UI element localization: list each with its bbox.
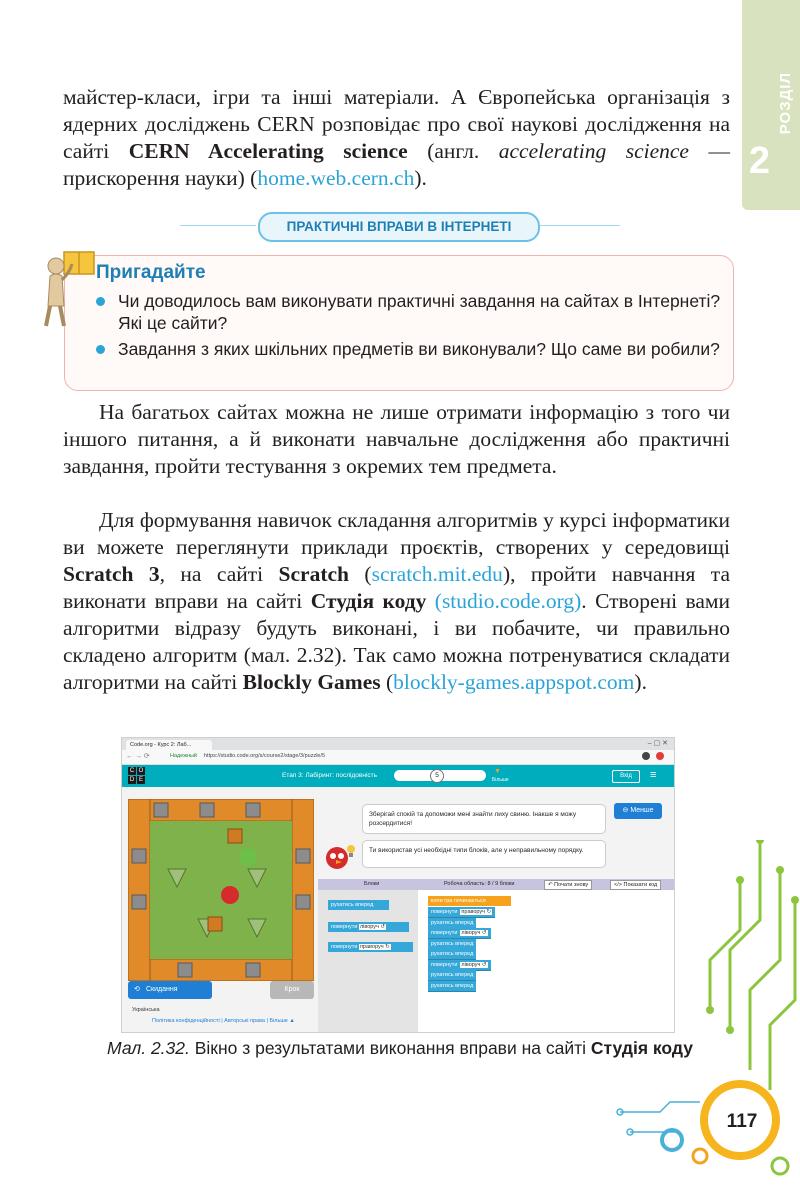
toolbox-block[interactable]: повернути ліворуч ↺: [328, 922, 409, 932]
toolbox-block[interactable]: повернути праворуч ↻: [328, 942, 413, 952]
signin-button[interactable]: Вхід: [612, 770, 640, 783]
instruction-bubble: Зберігай спокій та допоможи мені знайти лиху свиню. Інакше я можу розсердитися!: [362, 804, 606, 834]
caption-label: Мал. 2.32.: [107, 1038, 190, 1058]
direction-dropdown[interactable]: ліворуч ↺: [461, 930, 487, 936]
caption-text: Вікно з результатами виконання вправи на сайті: [189, 1038, 591, 1058]
show-code-button[interactable]: </> Показати код: [610, 880, 661, 890]
paragraph-3: [63, 507, 730, 696]
remember-item-text: Чи доводилось вам виконувати практичні завдання на сайтах в Інтернеті? Які це сайти?: [118, 291, 721, 333]
blocks-header: Блоки: [364, 881, 380, 887]
bold-term: CERN Accelerating science: [128, 139, 408, 163]
text: , на сайті: [159, 562, 279, 586]
bold-term: Scratch: [278, 562, 349, 586]
less-button[interactable]: ⊖ Менше: [614, 803, 662, 819]
text: . Створені вами алгоритми відразу будуть виконані, і ви побачите, чи правильно складено алгоритм (мал. 2.32). Так само можна потренуватися складати алгоритми на сайті: [63, 589, 730, 694]
text: (англ.: [407, 139, 499, 163]
link-scratch[interactable]: scratch.mit.edu: [371, 562, 503, 586]
pig-icon: [239, 848, 257, 866]
toolbox: [318, 890, 418, 1032]
language-select[interactable]: Українська: [132, 1007, 160, 1013]
text: (: [349, 562, 372, 586]
stage-title: Етап 3: Лабіринт: послідовність: [282, 772, 378, 779]
workspace-block[interactable]: рухатись вперед: [428, 981, 476, 992]
footer-links[interactable]: Політика конфіденційності | Авторські права | Більше ▲: [152, 1018, 295, 1024]
workspace-block[interactable]: повернути ліворуч ↺: [428, 960, 491, 971]
start-block[interactable]: коли гра починається: [428, 896, 511, 906]
maze-grid: [128, 799, 314, 981]
remember-title: Пригадайте: [96, 262, 206, 283]
text: (: [380, 670, 394, 694]
screenshot-figure: [121, 737, 675, 1033]
menu-icon[interactable]: ≡: [650, 769, 657, 781]
app-header: [122, 765, 674, 787]
remember-item: [96, 290, 724, 334]
bold-term: Scratch 3: [63, 562, 160, 586]
reset-icon: ⟲: [134, 986, 140, 993]
circuit-decoration-icon: [600, 840, 800, 1186]
text: ).: [414, 166, 427, 190]
maze-canvas: [128, 799, 314, 981]
bullet-icon: [96, 297, 105, 306]
heading-rule-left: [180, 225, 256, 226]
workspace-block[interactable]: рухатись вперед: [428, 918, 476, 929]
paragraph-2: [63, 399, 730, 480]
workspace-block[interactable]: рухатись вперед: [428, 949, 476, 960]
direction-dropdown[interactable]: праворуч ↻: [359, 944, 390, 950]
section-heading: ПРАКТИЧНІ ВПРАВИ В ІНТЕРНЕТІ: [258, 212, 540, 242]
text: майстер-класи, ігри та інші матеріали. А Європейська організація з ядерних досліджень CERN розповідає про свої наукові дослідження на сайті: [63, 85, 730, 163]
hint-bulb-icon[interactable]: [346, 844, 356, 858]
direction-dropdown[interactable]: ліворуч ↺: [359, 924, 386, 930]
paragraph-1: [63, 84, 730, 192]
restart-button[interactable]: ↶ Почати знову: [544, 880, 592, 890]
extension-icon[interactable]: [642, 752, 650, 760]
section-word: РОЗДІЛ: [777, 72, 794, 135]
workspace-block[interactable]: повернути праворуч ↻: [428, 907, 495, 918]
extension-icon[interactable]: [656, 752, 664, 760]
bird-icon: [221, 886, 239, 904]
direction-dropdown[interactable]: праворуч ↻: [461, 909, 492, 915]
caption-bold: Студія коду: [590, 1038, 693, 1058]
bold-term: Студія коду: [310, 589, 427, 613]
remember-item-text: Завдання з яких шкільних предметів ви виконували? Що саме ви робили?: [118, 339, 720, 359]
link-studio-code[interactable]: (studio.code.org): [434, 589, 582, 613]
address-bar: [122, 750, 674, 765]
section-number: 2: [748, 140, 770, 182]
window-controls[interactable]: – ▢ ✕: [647, 740, 668, 747]
paragraph-2-text: На багатьох сайтах можна не лише отримати інформацію з того чи іншого питання, а й виконати навчальне дослідження або практичні завдання, пройти тестування з окремих тем предмета.: [63, 400, 730, 478]
workspace-block[interactable]: рухатись вперед: [428, 970, 476, 981]
more-label[interactable]: Більше: [492, 777, 509, 783]
remember-item: [96, 338, 724, 360]
current-level-bubble[interactable]: 5: [430, 769, 444, 783]
secure-label: Надежный: [170, 753, 197, 759]
text: [426, 589, 434, 613]
heading-rule-right: [540, 225, 620, 226]
toolbox-block[interactable]: рухатись вперед: [328, 900, 389, 910]
text: ), пройти навчання та виконати вправи на сайті: [63, 562, 730, 613]
url-field[interactable]: https://studio.code.org/s/course2/stage/3/puzzle/5: [204, 753, 326, 759]
bold-term: Blockly Games: [242, 670, 381, 694]
browser-tab[interactable]: Code.org - Курс 2: Лаб...: [126, 740, 212, 750]
minus-icon: ⊖: [622, 807, 631, 814]
page-number: 117: [726, 1111, 758, 1132]
text: Для формування навичок складання алгоритмів у курсі інформатики ви можете переглянути приклади проєктів, створених у середовищі: [63, 508, 730, 559]
workspace-block[interactable]: рухатись вперед: [428, 939, 476, 950]
italic-term: accelerating science: [498, 139, 689, 163]
more-arrow-icon[interactable]: ▼: [494, 768, 501, 775]
link-cern[interactable]: home.web.cern.ch: [257, 166, 415, 190]
link-blockly[interactable]: blockly-games.appspot.com: [393, 670, 635, 694]
text: ).: [634, 670, 647, 694]
workspace-count: Робоча область: 8 / 9 блоки: [444, 881, 515, 887]
nav-arrows-icon[interactable]: ← → ⟳: [126, 753, 150, 760]
thinker-figure-icon: [42, 250, 96, 330]
step-button[interactable]: Крок: [270, 981, 314, 999]
progress-bubbles[interactable]: [394, 770, 486, 781]
section-tab: [742, 0, 800, 210]
text: — прискорення науки) (: [63, 139, 730, 190]
browser-tabbar: [122, 738, 674, 750]
direction-dropdown[interactable]: ліворуч ↺: [461, 961, 487, 968]
reset-button[interactable]: ⟲ Скидання: [128, 981, 212, 999]
workspace-block[interactable]: повернути ліворуч ↺: [428, 928, 491, 939]
feedback-bubble: Ти використав усі необхідні типи блоків, але у неправильному порядку.: [362, 840, 606, 868]
code-logo[interactable]: C O D E: [129, 768, 144, 783]
bullet-icon: [96, 345, 105, 354]
